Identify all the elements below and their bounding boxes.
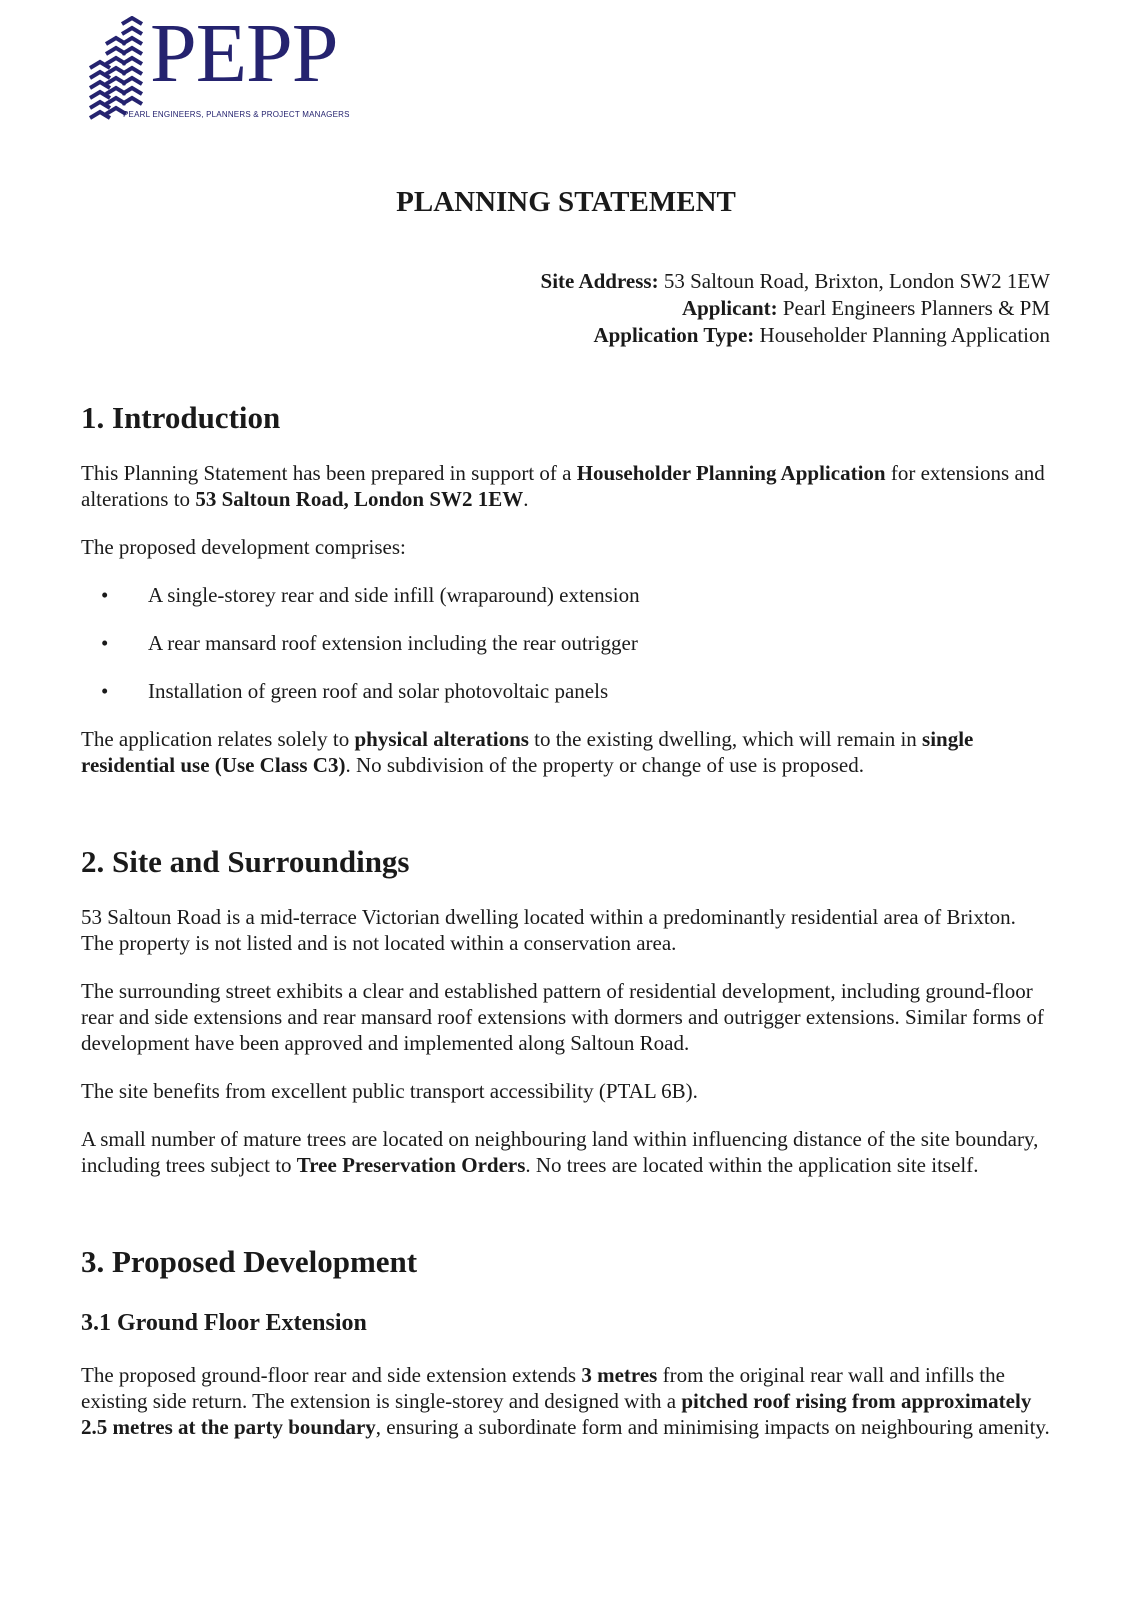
- list-item-text: A single-storey rear and side infill (wraparound) extension: [148, 583, 640, 607]
- list-item: [81, 678, 1051, 704]
- document-body: [81, 398, 1051, 1440]
- text-run: . No subdivision of the property or change of use is proposed.: [345, 753, 864, 777]
- applicant-value: Pearl Engineers Planners & PM: [782, 296, 1050, 320]
- intro-paragraph-1: [81, 460, 1051, 512]
- text-run: for extensions and alterations to: [81, 461, 1045, 511]
- bold-text-run: 53 Saltoun Road, London SW2 1EW: [195, 487, 524, 511]
- section-heading-site: 2. Site and Surroundings: [81, 844, 410, 879]
- list-item-text: A rear mansard roof extension including the rear outrigger: [148, 631, 638, 655]
- building-chevrons-icon: [88, 16, 152, 120]
- site-address-label: Site Address:: [540, 269, 659, 293]
- text-run: from the original rear wall and infills the existing side return. The extension is single-storey and designed with a: [81, 1363, 1005, 1413]
- bold-text-run: Householder Planning Application: [576, 461, 886, 485]
- text-run: The proposed ground-floor rear and side extension extends: [81, 1363, 582, 1387]
- text-run: A small number of mature trees are located on neighbouring land within influencing distance of the site boundary, including trees subject to: [81, 1127, 1039, 1177]
- list-item: [81, 630, 1051, 656]
- application-type-label: Application Type:: [593, 323, 755, 347]
- bullet-glyph: •: [101, 631, 109, 655]
- bold-text-run: pitched roof rising from approximately 2.5 metres at the party boundary: [81, 1389, 1032, 1439]
- intro-paragraph-2: The proposed development comprises:: [81, 535, 406, 559]
- site-address-value: 53 Saltoun Road, Brixton, London SW2 1EW: [663, 269, 1050, 293]
- development-list: [81, 582, 1051, 704]
- text-run: . No trees are located within the application site itself.: [525, 1153, 979, 1177]
- section-heading-proposed-development: 3. Proposed Development: [81, 1244, 418, 1279]
- text-run: to the existing dwelling, which will remain in: [528, 727, 923, 751]
- text-run: The application relates solely to: [81, 727, 355, 751]
- bold-text-run: single residential use (Use Class C3): [81, 727, 974, 777]
- company-logo: [88, 7, 378, 126]
- text-run: .: [523, 487, 529, 511]
- application-details: [541, 268, 1050, 349]
- site-address-row: [541, 268, 1050, 295]
- bullet-glyph: •: [101, 583, 109, 607]
- site-paragraph-4: [81, 1126, 1051, 1178]
- logo-tagline: PEARL ENGINEERS, PLANNERS & PROJECT MANAGERS: [123, 110, 350, 119]
- section-heading-introduction: 1. Introduction: [81, 400, 281, 435]
- text-run: This Planning Statement has been prepared in support of a: [81, 461, 577, 485]
- document-title: PLANNING STATEMENT: [396, 186, 736, 218]
- intro-paragraph-3: [81, 726, 1051, 778]
- site-paragraph-3: The site benefits from excellent public transport accessibility (PTAL 6B).: [81, 1079, 698, 1103]
- site-paragraph-1: 53 Saltoun Road is a mid-terrace Victorian dwelling located within a predominantly residential area of Brixton. The property is not listed and is not located within a conservation area.: [81, 905, 1016, 955]
- application-type-row: [541, 322, 1050, 349]
- list-item: [81, 582, 1051, 608]
- ground-floor-paragraph-1: [81, 1362, 1051, 1440]
- bullet-glyph: •: [101, 679, 109, 703]
- application-type-value: Householder Planning Application: [759, 323, 1050, 347]
- text-run: , ensuring a subordinate form and minimising impacts on neighbouring amenity.: [375, 1415, 1050, 1439]
- applicant-label: Applicant:: [681, 296, 778, 320]
- applicant-row: [541, 295, 1050, 322]
- bold-text-run: 3 metres: [581, 1363, 658, 1387]
- bold-text-run: physical alterations: [354, 727, 529, 751]
- site-paragraph-2: The surrounding street exhibits a clear and established pattern of residential development, including ground-floor rear and side extensions and rear mansard roof extensions with dormers and outrigger extensions. Similar forms of development have been approved and implemented along Saltoun Road.: [81, 979, 1044, 1055]
- subsection-heading-ground-floor: 3.1 Ground Floor Extension: [81, 1310, 367, 1336]
- logo-wordmark: PEPP: [150, 7, 338, 100]
- bold-text-run: Tree Preservation Orders: [296, 1153, 526, 1177]
- list-item-text: Installation of green roof and solar photovoltaic panels: [148, 679, 609, 703]
